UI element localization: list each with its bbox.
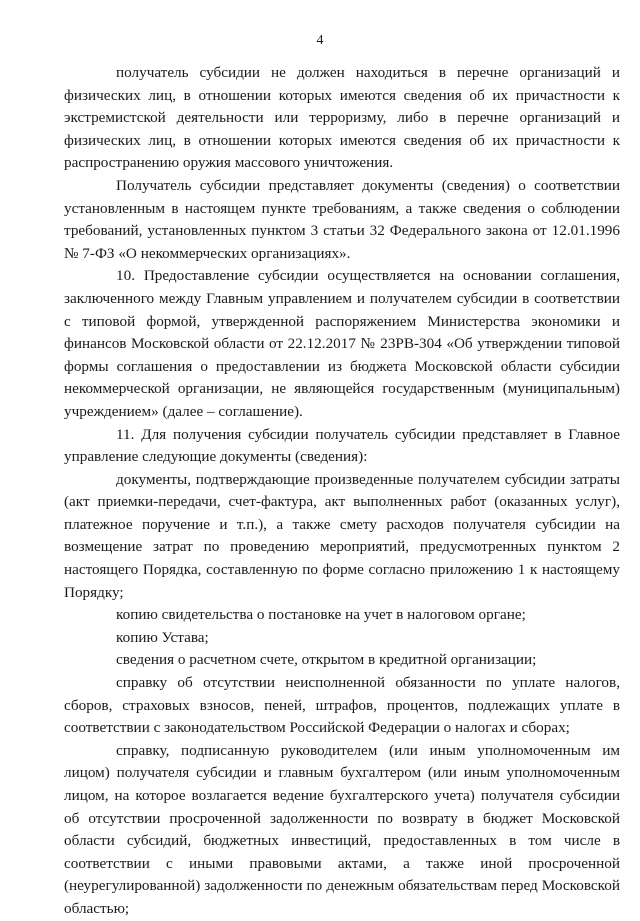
document-body bbox=[64, 62, 620, 921]
paragraph-tax-registration-copy: копию свидетельства о постановке на учет в налоговом органе; bbox=[116, 606, 526, 624]
paragraph-charter-copy: копию Устава; bbox=[116, 628, 209, 646]
paragraph-bank-account-info: сведения о расчетном счете, открытом в кредитной организации; bbox=[116, 651, 537, 669]
paragraph-terrorism-requirement: получатель субсидии не должен находиться в перечне организаций и физических лиц, в отношении которых имеются сведения об их причастности к экстремистской деятельности или терроризму, либо в перечне организаций и физических лиц, в отношении которых имеются сведения об их причастности к распространению оружия массового уничтожения. bbox=[64, 64, 620, 172]
paragraph-item-10-agreement: 10. Предоставление субсидии осуществляется на основании соглашения, заключенного между Главным управлением и получателем субсидии в соответствии с типовой формой, утвержденной распоряжением Министерства экономики и финансов Московской области от 22.12.2017 № 23РВ-304 «Об утверждении типовой формы соглашения о предоставлении из бюджета Московской области субсидии некоммерческой организации, не являющейся государственным (муниципальным) учреждением» (далее – соглашение). bbox=[64, 267, 620, 420]
page-number: 4 bbox=[316, 33, 324, 48]
paragraph-expense-documents: документы, подтверждающие произведенные получателем субсидии затраты (акт приемки-передачи, счет-фактура, акт выполненных работ (оказанных услуг), платежное поручение и т.п.), а также смету расходов получателя субсидии на возмещение затрат по проведению мероприятий, предусмотренных пунктом 2 настоящего Порядка, составленную по форме согласно приложению 1 к настоящему Порядку; bbox=[64, 470, 620, 601]
paragraph-documents-compliance: Получатель субсидии представляет документы (сведения) о соответствии установленным в настоящем пункте требованиям, а также сведения о соблюдении требований, установленных пунктом 3 статьи 32 Федерального закона от 12.01.1996 № 7-ФЗ «О некоммерческих организациях». bbox=[64, 176, 620, 262]
paragraph-item-11-intro: 11. Для получения субсидии получатель субсидии представляет в Главное управление следующие документы (сведения): bbox=[64, 425, 620, 466]
paragraph-overdue-debt-certificate: справку, подписанную руководителем (или иным уполномоченным им лицом) получателя субсидии и главным бухгалтером (или иным уполномоченным лицом, на которое возлагается ведение бухгалтерского учета) получателя субсидии об отсутствии просроченной задолженности по возврату в бюджет Московской области субсидий, бюджетных инвестиций, предоставленных в том числе в соответствии с иными правовыми актами, а также иной просроченной (неурегулированной) задолженности по денежным обязательствам перед Московской областью; bbox=[64, 741, 620, 917]
paragraph-tax-debt-certificate: справку об отсутствии неисполненной обязанности по уплате налогов, сборов, страховых взносов, пеней, штрафов, процентов, подлежащих уплате в соответствии с законодательством Российской Федерации о налогах и сборах; bbox=[64, 674, 620, 737]
